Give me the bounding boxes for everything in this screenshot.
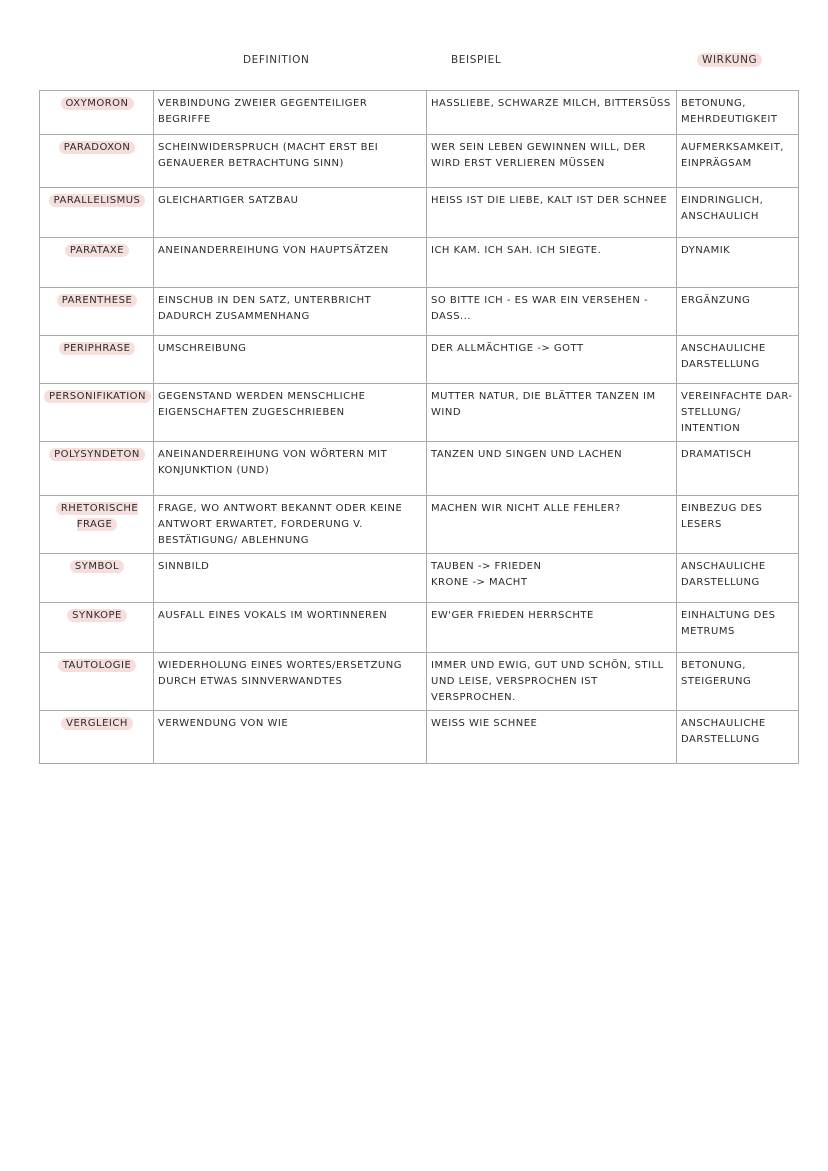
definition-cell: GEGENSTAND WERDEN MENSCHLICHE EIGENSCHAFTEN ZUGESCHRIEBEN: [154, 384, 427, 442]
term-cell: [40, 91, 154, 135]
wirkung-cell: ANSCHAULICHE DARSTELLUNG: [677, 711, 799, 764]
table-row: [40, 603, 799, 653]
term-cell: [40, 554, 154, 603]
term-label: PARATAXE: [65, 244, 129, 257]
term-cell: [40, 336, 154, 384]
definition-cell: ANEINANDERREIHUNG VON HAUPTSÄTZEN: [154, 238, 427, 288]
definition-cell: VERWENDUNG VON WIE: [154, 711, 427, 764]
header-definition: [243, 54, 309, 66]
wirkung-cell: DYNAMIK: [677, 238, 799, 288]
definition-cell: WIEDERHOLUNG EINES WORTES/ERSETZUNG DURCH ETWAS SINNVERWANDTES: [154, 653, 427, 711]
definition-cell: UMSCHREIBUNG: [154, 336, 427, 384]
beispiel-cell: SO BITTE ICH - ES WAR EIN VERSEHEN - DASS...: [427, 288, 677, 336]
definition-cell: SINNBILD: [154, 554, 427, 603]
beispiel-cell: EW'GER FRIEDEN HERRSCHTE: [427, 603, 677, 653]
definition-cell: FRAGE, WO ANTWORT BEKANNT ODER KEINE ANTWORT ERWARTET, FORDERUNG V. BESTÄTIGUNG/ ABLEHNUNG: [154, 496, 427, 554]
definition-cell: ANEINANDERREIHUNG VON WÖRTERN MIT KONJUNKTION (UND): [154, 442, 427, 496]
stilmittel-table: [39, 90, 799, 764]
table-row: [40, 711, 799, 764]
wirkung-cell: ERGÄNZUNG: [677, 288, 799, 336]
header-wirkung: [697, 54, 762, 66]
wirkung-cell: EINDRINGLICH, ANSCHAULICH: [677, 188, 799, 238]
beispiel-cell: HASSLIEBE, SCHWARZE MILCH, BITTERSÜSS: [427, 91, 677, 135]
term-cell: [40, 238, 154, 288]
term-cell: [40, 496, 154, 554]
definition-cell: GLEICHARTIGER SATZBAU: [154, 188, 427, 238]
term-cell: [40, 603, 154, 653]
term-label: OXYMORON: [61, 97, 134, 110]
wirkung-cell: AUFMERKSAMKEIT, EINPRÄGSAM: [677, 135, 799, 188]
term-cell: [40, 135, 154, 188]
term-label: RHETORISCHE FRAGE: [56, 502, 138, 531]
wirkung-cell: ANSCHAULICHE DARSTELLUNG: [677, 336, 799, 384]
term-cell: [40, 188, 154, 238]
term-cell: [40, 384, 154, 442]
beispiel-cell: MACHEN WIR NICHT ALLE FEHLER?: [427, 496, 677, 554]
term-label: VERGLEICH: [61, 717, 133, 730]
term-cell: [40, 288, 154, 336]
term-label: PARADOXON: [59, 141, 136, 154]
wirkung-cell: BETONUNG, STEIGERUNG: [677, 653, 799, 711]
table-row: [40, 135, 799, 188]
wirkung-cell: EINHALTUNG DES METRUMS: [677, 603, 799, 653]
beispiel-cell: TAUBEN -> FRIEDEN KRONE -> MACHT: [427, 554, 677, 603]
table-row: [40, 91, 799, 135]
beispiel-cell: TANZEN UND SINGEN UND LACHEN: [427, 442, 677, 496]
term-cell: [40, 653, 154, 711]
wirkung-cell: BETONUNG, MEHRDEUTIGKEIT: [677, 91, 799, 135]
table-row: [40, 336, 799, 384]
beispiel-cell: IMMER UND EWIG, GUT UND SCHÖN, STILL UND LEISE, VERSPROCHEN IST VERSPROCHEN.: [427, 653, 677, 711]
term-cell: [40, 442, 154, 496]
beispiel-cell: DER ALLMÄCHTIGE -> GOTT: [427, 336, 677, 384]
header-beispiel-label: BEISPIEL: [451, 54, 502, 66]
header-beispiel: [451, 54, 501, 66]
wirkung-cell: EINBEZUG DES LESERS: [677, 496, 799, 554]
term-label: PARENTHESE: [57, 294, 138, 307]
table-row: [40, 384, 799, 442]
definition-cell: EINSCHUB IN DEN SATZ, UNTERBRICHT DADURCH ZUSAMMENHANG: [154, 288, 427, 336]
beispiel-cell: WER SEIN LEBEN GEWINNEN WILL, DER WIRD ERST VERLIEREN MÜSSEN: [427, 135, 677, 188]
table-row: [40, 188, 799, 238]
wirkung-cell: DRAMATISCH: [677, 442, 799, 496]
term-label: PARALLELISMUS: [49, 194, 146, 207]
wirkung-cell: ANSCHAULICHE DARSTELLUNG: [677, 554, 799, 603]
header-wirkung-label: WIRKUNG: [697, 53, 762, 67]
definition-cell: VERBINDUNG ZWEIER GEGENTEILIGER BEGRIFFE: [154, 91, 427, 135]
term-label: TAUTOLOGIE: [58, 659, 137, 672]
table-row: [40, 554, 799, 603]
beispiel-cell: ICH KAM. ICH SAH. ICH SIEGTE.: [427, 238, 677, 288]
header-definition-label: DEFINITION: [243, 54, 310, 66]
term-label: POLYSYNDETON: [49, 448, 145, 461]
table-row: [40, 288, 799, 336]
wirkung-cell: VEREINFACHTE DAR- STELLUNG/ INTENTION: [677, 384, 799, 442]
term-label: PERSONIFIKATION: [44, 390, 151, 403]
beispiel-cell: HEISS IST DIE LIEBE, KALT IST DER SCHNEE: [427, 188, 677, 238]
table-row: [40, 238, 799, 288]
beispiel-cell: WEISS WIE SCHNEE: [427, 711, 677, 764]
table-row: [40, 496, 799, 554]
term-label: SYNKOPE: [67, 609, 127, 622]
definition-cell: AUSFALL EINES VOKALS IM WORTINNEREN: [154, 603, 427, 653]
definition-cell: SCHEINWIDERSPRUCH (MACHT ERST BEI GENAUERER BETRACHTUNG SINN): [154, 135, 427, 188]
term-label: PERIPHRASE: [59, 342, 136, 355]
term-cell: [40, 711, 154, 764]
table-row: [40, 442, 799, 496]
table-row: [40, 653, 799, 711]
term-label: SYMBOL: [70, 560, 124, 573]
beispiel-cell: MUTTER NATUR, DIE BLÄTTER TANZEN IM WIND: [427, 384, 677, 442]
